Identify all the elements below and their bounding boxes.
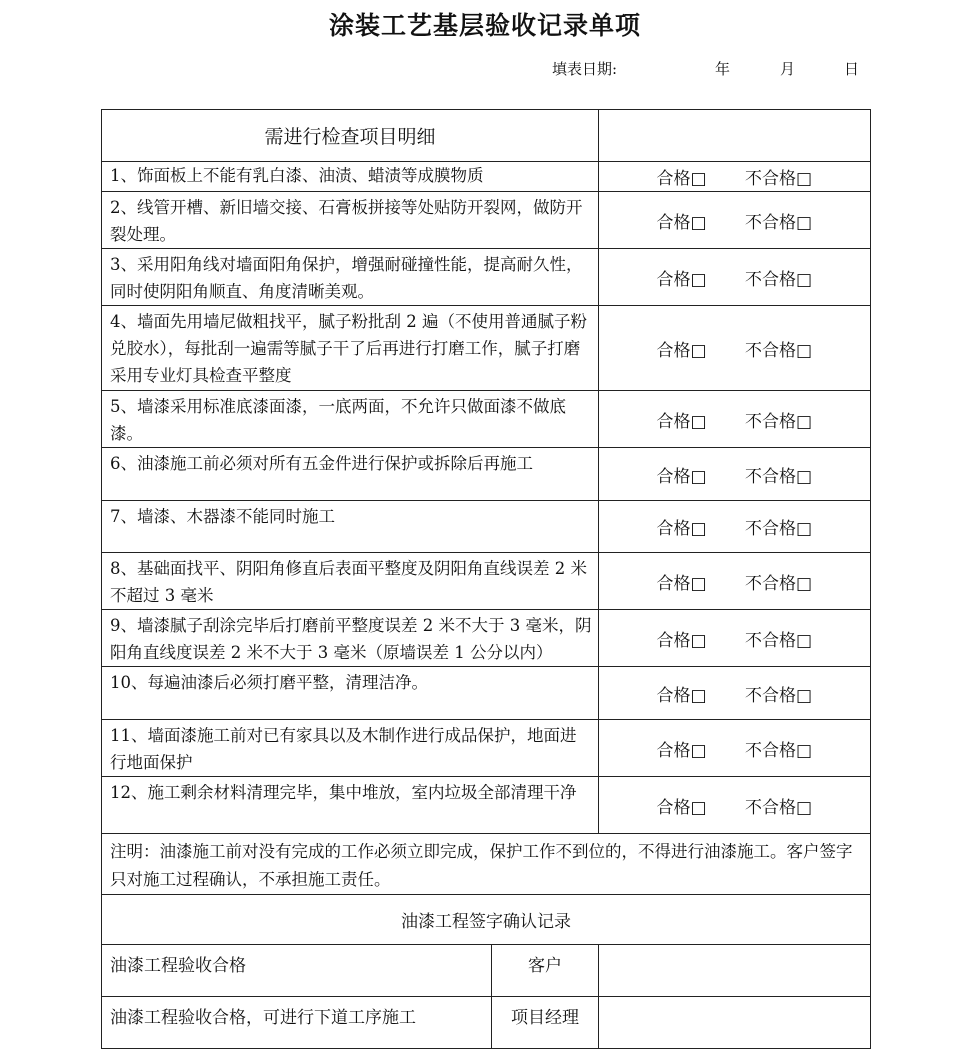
check-result-cell: [599, 192, 871, 249]
date-day-label: 日: [844, 60, 860, 78]
check-item-row: [102, 448, 871, 501]
customer-label: 客户: [528, 956, 562, 976]
check-result-cell: [599, 553, 871, 610]
check-item-text: 6、油漆施工前必须对所有五金件进行保护或拆除后再施工: [110, 454, 533, 473]
check-result-cell: [599, 448, 871, 501]
fill-date-label: 填表日期:: [552, 60, 618, 78]
pass-checkbox[interactable]: 合格□: [656, 797, 707, 818]
project-manager-signature-field[interactable]: [599, 997, 871, 1049]
table-header-row: [102, 110, 871, 162]
fail-checkbox[interactable]: 不合格□: [744, 519, 813, 539]
check-item-row: [102, 192, 871, 249]
fail-checkbox[interactable]: 不合格□: [744, 411, 813, 432]
check-item-row: [102, 777, 871, 834]
signature-row: [102, 945, 871, 997]
signature-title-row: [102, 895, 871, 945]
pass-checkbox[interactable]: 合格□: [656, 573, 707, 594]
check-item-row: [102, 391, 871, 448]
pass-checkbox[interactable]: 合格□: [656, 169, 707, 189]
fail-checkbox[interactable]: 不合格□: [744, 212, 813, 233]
date-year-label: 年: [715, 60, 731, 78]
check-item-text: 9、墙漆腻子刮涂完毕后打磨前平整度误差 2 米不大于 3 毫米，阴阳角直线度误差 2 米不大于 3 毫米（原墙误差 1 公分以内）: [110, 616, 592, 662]
check-result-cell: [599, 306, 871, 391]
acceptance-label: 油漆工程验收合格: [110, 956, 246, 976]
check-result-cell: [599, 501, 871, 553]
check-item-text: 11、墙面漆施工前对已有家具以及木制作进行成品保护，地面进行地面保护: [110, 726, 577, 772]
pass-checkbox[interactable]: 合格□: [656, 740, 707, 761]
pass-checkbox[interactable]: 合格□: [656, 212, 707, 233]
table-header-empty-cell: [599, 110, 871, 162]
check-item-row: [102, 162, 871, 192]
note-row: [102, 834, 871, 895]
check-item-row: [102, 553, 871, 610]
check-item-text: 5、墙漆采用标准底漆面漆，一底两面，不允许只做面漆不做底漆。: [110, 397, 566, 443]
customer-signature-field[interactable]: [599, 945, 871, 997]
project-manager-label: 项目经理: [511, 1008, 579, 1028]
fail-checkbox[interactable]: 不合格□: [744, 169, 813, 189]
check-item-row: [102, 667, 871, 720]
check-item-text: 12、施工剩余材料清理完毕，集中堆放，室内垃圾全部清理干净: [110, 783, 577, 802]
pass-checkbox[interactable]: 合格□: [656, 269, 707, 290]
check-result-cell: [599, 391, 871, 448]
check-item-text: 1、饰面板上不能有乳白漆、油渍、蜡渍等成膜物质: [110, 166, 484, 185]
check-item-text: 3、采用阳角线对墙面阳角保护，增强耐碰撞性能，提高耐久性，同时使阴阳角顺直、角度清晰美观。: [110, 255, 583, 301]
pass-checkbox[interactable]: 合格□: [656, 411, 707, 432]
fail-checkbox[interactable]: 不合格□: [744, 466, 813, 487]
pass-checkbox[interactable]: 合格□: [656, 466, 707, 487]
check-result-cell: [599, 777, 871, 834]
check-item-text: 8、基础面找平、阴阳角修直后表面平整度及阴阳角直线误差 2 米不超过 3 毫米: [110, 559, 587, 605]
check-item-text: 7、墙漆、木器漆不能同时施工: [110, 507, 335, 526]
signature-section-title: 油漆工程签字确认记录: [102, 895, 871, 945]
fail-checkbox[interactable]: 不合格□: [744, 740, 813, 761]
pass-checkbox[interactable]: 合格□: [656, 340, 707, 361]
table-header: 需进行检查项目明细: [102, 110, 599, 162]
fail-checkbox[interactable]: 不合格□: [744, 269, 813, 290]
pass-checkbox[interactable]: 合格□: [656, 630, 707, 651]
fail-checkbox[interactable]: 不合格□: [744, 797, 813, 818]
check-item-text: 4、墙面先用墙尼做粗找平，腻子粉批刮 2 遍（不使用普通腻子粉兑胶水），每批刮一遍需等腻子干了后再进行打磨工作，腻子打磨采用专业灯具检查平整度: [110, 312, 587, 385]
note-text: 注明：油漆施工前对没有完成的工作必须立即完成，保护工作不到位的，不得进行油漆施工。客户签字只对施工过程确认，不承担施工责任。: [110, 842, 853, 889]
check-item-row: [102, 249, 871, 306]
pass-checkbox[interactable]: 合格□: [656, 685, 707, 706]
check-item-row: [102, 610, 871, 667]
check-result-cell: [599, 667, 871, 720]
signature-row: [102, 997, 871, 1049]
check-item-row: [102, 501, 871, 553]
pass-checkbox[interactable]: 合格□: [656, 519, 707, 539]
date-month-label: 月: [780, 60, 796, 78]
document-title: 涂装工艺基层验收记录单项: [328, 11, 641, 40]
check-result-cell: [599, 249, 871, 306]
check-result-cell: [599, 610, 871, 667]
fail-checkbox[interactable]: 不合格□: [744, 685, 813, 706]
check-result-cell: [599, 720, 871, 777]
acceptance-next-step-label: 油漆工程验收合格，可进行下道工序施工: [110, 1008, 416, 1028]
check-item-row: [102, 306, 871, 391]
fail-checkbox[interactable]: 不合格□: [744, 573, 813, 594]
fail-checkbox[interactable]: 不合格□: [744, 630, 813, 651]
check-result-cell: [599, 162, 871, 192]
check-item-text: 10、每遍油漆后必须打磨平整，清理洁净。: [110, 673, 428, 692]
check-item-text: 2、线管开槽、新旧墙交接、石膏板拼接等处贴防开裂网，做防开裂处理。: [110, 198, 583, 244]
check-item-row: [102, 720, 871, 777]
inspection-table: [101, 109, 871, 1049]
fail-checkbox[interactable]: 不合格□: [744, 340, 813, 361]
